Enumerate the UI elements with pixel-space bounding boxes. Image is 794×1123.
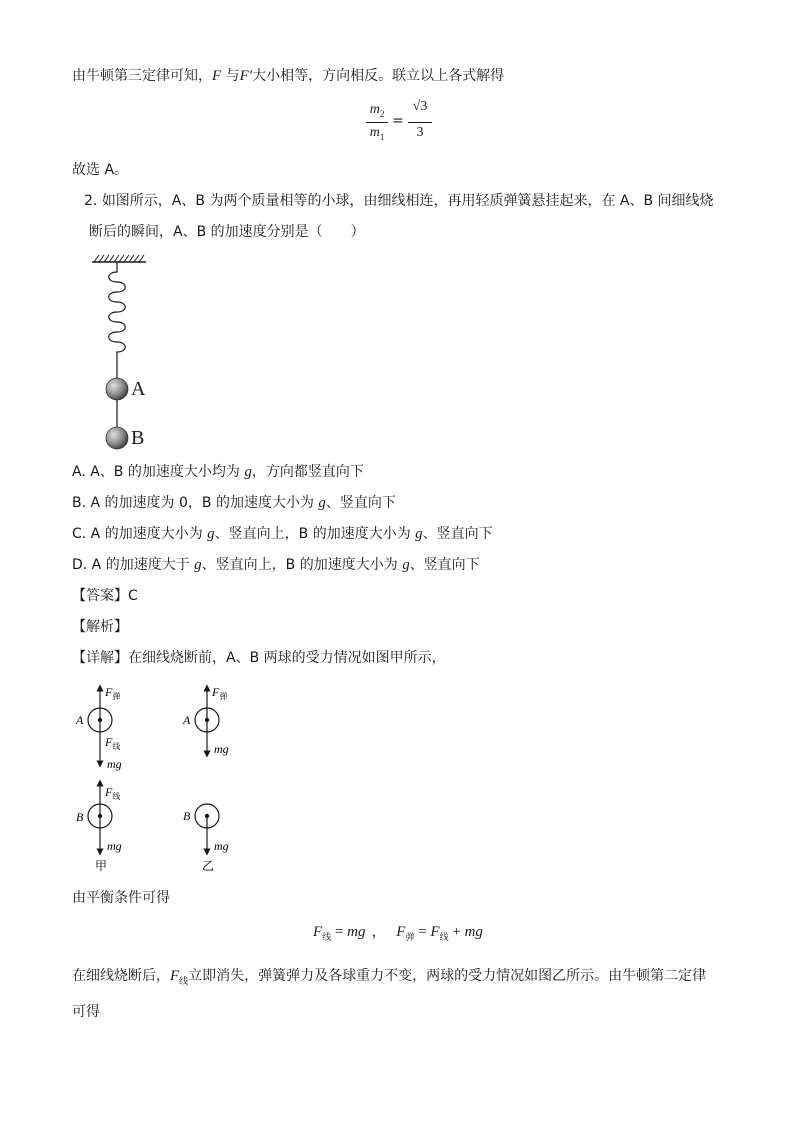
fbd-jia-ball-a (75, 685, 122, 771)
intro-pre: 由牛顿第三定律可知， (72, 68, 212, 84)
mass-ratio-equation (366, 98, 446, 148)
rhs-fraction-bar (408, 122, 432, 123)
equals-sign: = (392, 113, 404, 129)
answer-value: C (128, 588, 138, 604)
svg-text:B: B (183, 809, 191, 823)
detail-tag: 【详解】 (72, 650, 128, 666)
conclusion: 故选 A。 (72, 162, 129, 178)
detail-text: 在细线烧断前，A、B 两球的受力情况如图甲所示， (128, 650, 446, 666)
fbd-yi-ball-b (183, 804, 229, 853)
question-number: 2. (84, 193, 98, 209)
lhs-denominator: $m_1$ (369, 125, 385, 142)
svg-text:F弹: $F_弹$ (212, 685, 228, 701)
force-equation: $F_线$ = mg ， $F_弹 = F_线$ + mg (313, 924, 483, 942)
svg-text:F线: $F_线$ (105, 785, 121, 801)
svg-text:A: A (76, 713, 84, 727)
balance-line: 由平衡条件可得 (72, 890, 170, 906)
answer-line (72, 586, 138, 606)
question-line-2: 断后的瞬间，A、B 的加速度分别是（ ） (89, 224, 365, 240)
after-cut-line-2: 可得 (72, 1004, 100, 1020)
svg-text:B: B (76, 810, 84, 824)
option-c: C. A 的加速度大小为 g、竖直向上，B 的加速度大小为 g、竖直向下 (72, 526, 493, 542)
lhs-fraction-bar (366, 122, 388, 123)
svg-text:mg: mg (214, 839, 229, 853)
fbd-jia-ball-b (76, 783, 122, 853)
svg-text:mg: mg (107, 839, 122, 853)
intro-post: 大小相等，方向相反。联立以上各式解得 (252, 68, 505, 84)
rhs-denominator: 3 (416, 125, 424, 140)
after-cut-line-1: 在细线烧断后，$F_线$立即消失，弹簧弹力及各球重力不变，两球的受力情况如图乙所示。由牛顿第二定律 (72, 968, 707, 987)
svg-text:mg: mg (214, 742, 229, 756)
ball-b (106, 427, 128, 449)
intro-line (72, 66, 504, 86)
svg-text:mg: mg (107, 757, 122, 771)
lhs-numerator: $m_2$ (369, 102, 385, 119)
question-line-1 (84, 191, 714, 211)
caption-yi: 乙 (202, 859, 215, 873)
ceiling-hatch (94, 255, 144, 262)
svg-text:A: A (183, 713, 191, 727)
question-text-1: 如图所示，A、B 为两个质量相等的小球，由细线相连，再用轻质弹簧悬挂起来，在 A、B 间细线烧 (101, 193, 714, 209)
ball-b-label: B (131, 427, 145, 449)
svg-text:F线: $F_线$ (105, 735, 121, 751)
free-body-diagrams (70, 680, 250, 875)
svg-text:F弹: $F_弹$ (105, 685, 121, 701)
spring-ball-figure (86, 252, 166, 452)
ball-a-label: A (131, 378, 146, 400)
caption-jia: 甲 (95, 859, 108, 873)
option-d: D. A 的加速度大于 g、竖直向上，B 的加速度大小为 g、竖直向下 (72, 557, 480, 573)
spring-coil (109, 262, 126, 378)
force-f: F (212, 68, 222, 84)
option-b: B. A 的加速度为 0，B 的加速度大小为 g、竖直向下 (72, 495, 396, 511)
force-f-prime: F′ (239, 68, 253, 84)
detail-line (72, 648, 446, 668)
rhs-numerator: √3 (412, 99, 428, 114)
option-a: A. A、B 的加速度大小均为 g，方向都竖直向下 (72, 464, 364, 480)
ball-a (106, 378, 128, 400)
analysis-tag: 【解析】 (72, 619, 128, 635)
intro-mid: 与 (221, 68, 240, 84)
answer-tag: 【答案】 (72, 588, 128, 604)
fbd-yi-ball-a (182, 685, 229, 756)
